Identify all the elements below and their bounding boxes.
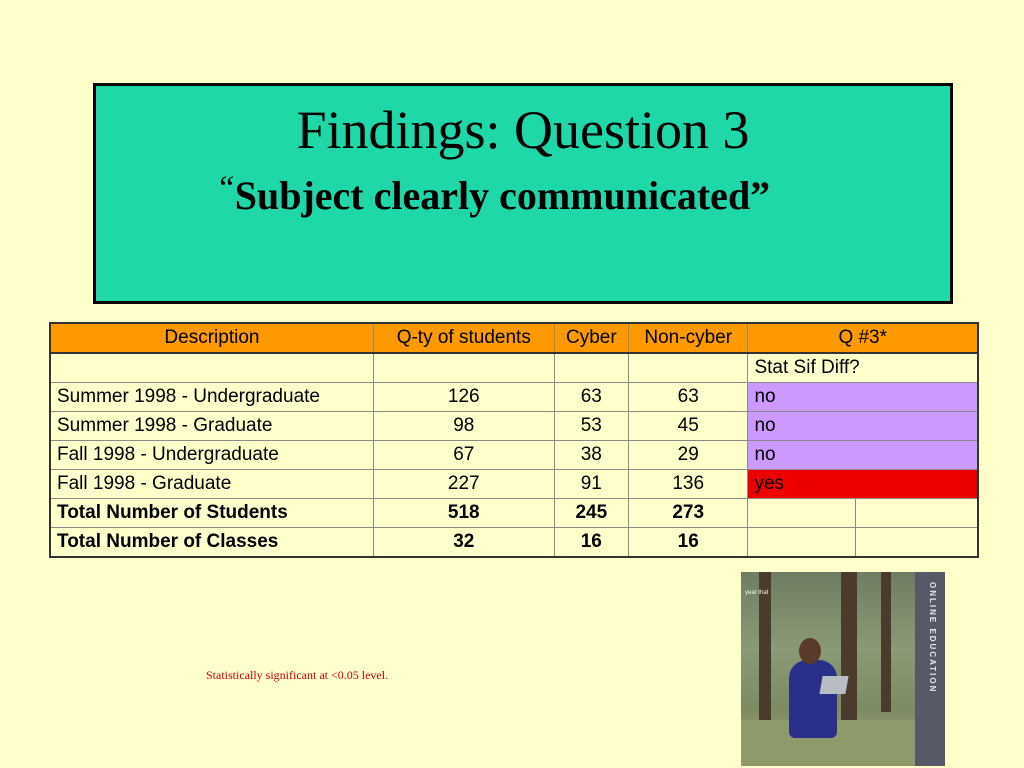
total-cyber: 245 [554, 499, 628, 528]
table-cell [748, 499, 855, 528]
row-result: no [748, 441, 978, 470]
row-qty: 67 [373, 441, 554, 470]
table-cell [373, 353, 554, 383]
table-cell [628, 353, 748, 383]
tree-trunk [881, 572, 891, 712]
row-result: no [748, 412, 978, 441]
row-noncyber: 29 [628, 441, 748, 470]
cover-small-text: year that [745, 590, 769, 596]
table-row [50, 441, 978, 470]
header-cyber: Cyber [554, 323, 628, 353]
table-cell [554, 353, 628, 383]
laptop-icon [819, 676, 848, 694]
header-noncyber: Non-cyber [628, 323, 748, 353]
table-cell [50, 353, 373, 383]
footnote: Statistically significant at <0.05 level. [206, 668, 389, 682]
row-qty: 126 [373, 383, 554, 412]
row-description: Fall 1998 - Graduate [50, 470, 373, 499]
total-row [50, 528, 978, 558]
open-quote: “ [215, 170, 235, 207]
row-cyber: 38 [554, 441, 628, 470]
row-noncyber: 136 [628, 470, 748, 499]
tree-trunk [759, 572, 771, 732]
row-cyber: 63 [554, 383, 628, 412]
stat-sig-diff-label: Stat Sif Diff? [748, 353, 978, 383]
row-cyber: 91 [554, 470, 628, 499]
slide-subtitle [96, 164, 950, 221]
table-row [50, 470, 978, 499]
person-head [799, 638, 821, 664]
row-description: Summer 1998 - Graduate [50, 412, 373, 441]
table-cell [855, 499, 978, 528]
table-subheader-row [50, 353, 978, 383]
total-description: Total Number of Students [50, 499, 373, 528]
total-qty: 32 [373, 528, 554, 558]
total-description: Total Number of Classes [50, 528, 373, 558]
spine-title: ONLINE EDUCATION [928, 582, 937, 694]
table-row [50, 383, 978, 412]
tree-trunk [841, 572, 857, 722]
row-qty: 227 [373, 470, 554, 499]
header-q3: Q #3* [748, 323, 978, 353]
person-figure [789, 660, 837, 738]
slide-title: Findings: Question 3 [296, 100, 750, 160]
row-result: no [748, 383, 978, 412]
row-result: yes [748, 470, 978, 499]
row-qty: 98 [373, 412, 554, 441]
total-qty: 518 [373, 499, 554, 528]
total-noncyber: 273 [628, 499, 748, 528]
total-noncyber: 16 [628, 528, 748, 558]
table-cell [748, 528, 855, 558]
table-row [50, 412, 978, 441]
total-row [50, 499, 978, 528]
total-cyber: 16 [554, 528, 628, 558]
header-qty: Q-ty of students [373, 323, 554, 353]
table-cell [855, 528, 978, 558]
row-cyber: 53 [554, 412, 628, 441]
book-cover-image [741, 572, 945, 766]
header-description: Description [50, 323, 373, 353]
subtitle-text: Subject clearly communicated” [234, 173, 771, 218]
row-noncyber: 63 [628, 383, 748, 412]
title-box [93, 83, 953, 304]
row-noncyber: 45 [628, 412, 748, 441]
row-description: Summer 1998 - Undergraduate [50, 383, 373, 412]
row-description: Fall 1998 - Undergraduate [50, 441, 373, 470]
table-header-row [50, 323, 978, 353]
findings-table [49, 322, 979, 558]
